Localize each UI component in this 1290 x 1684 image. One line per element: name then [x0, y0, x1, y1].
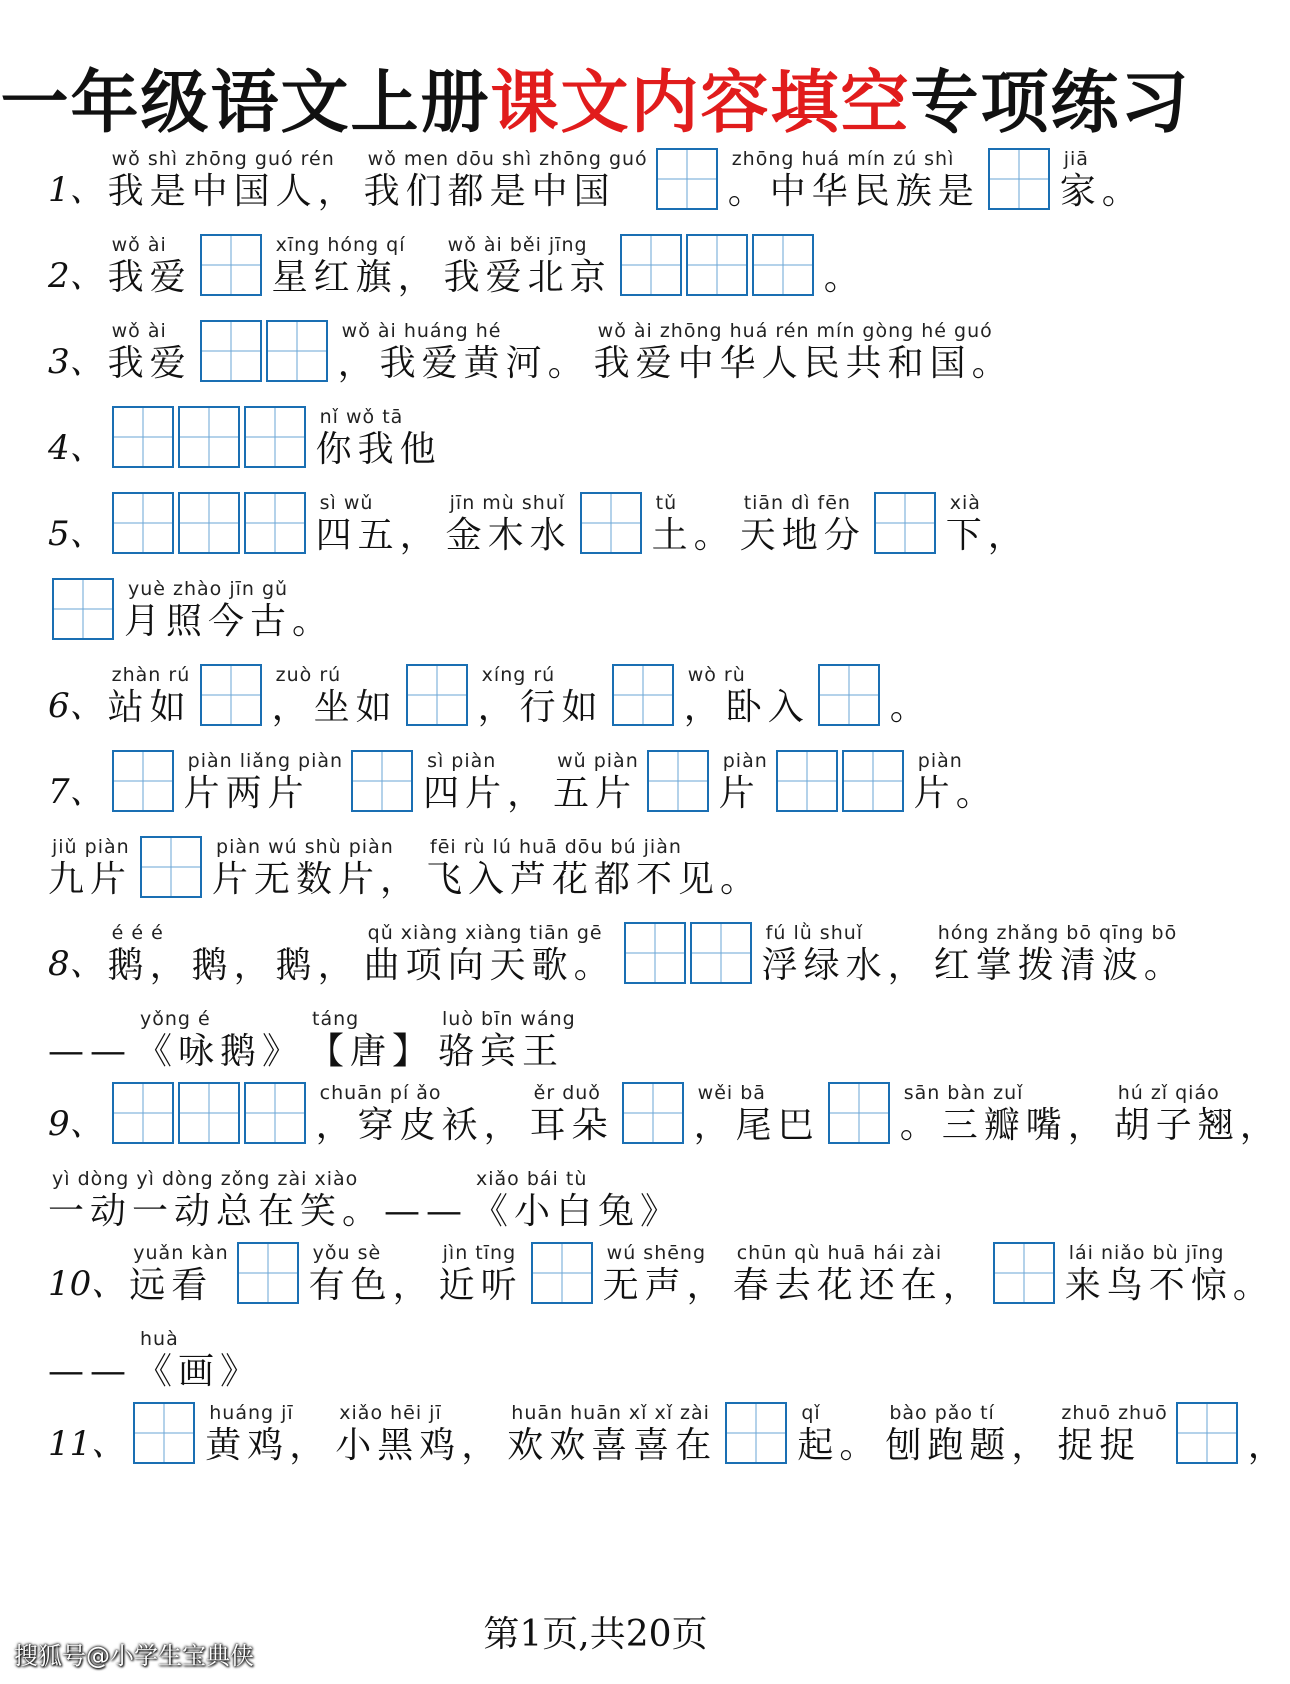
question-number: 2、	[48, 256, 104, 296]
pinyin: jiā	[1063, 148, 1089, 170]
text-segment	[316, 492, 442, 558]
pinyin: xiǎo bái tù	[476, 1168, 588, 1190]
pinyin: tǔ	[655, 492, 678, 514]
blank-boxes	[656, 148, 722, 210]
blank-boxes	[351, 750, 417, 812]
tianzige-blank-box[interactable]	[200, 234, 262, 296]
tianzige-blank-box[interactable]	[725, 1402, 787, 1464]
blank-boxes	[531, 1242, 597, 1304]
tianzige-blank-box[interactable]	[647, 750, 709, 812]
pinyin: yuè zhào jīn gǔ	[128, 578, 289, 600]
text-segment	[1114, 1082, 1282, 1148]
pinyin: huān huān xǐ xǐ zài	[511, 1402, 710, 1424]
text-segment	[205, 1402, 331, 1468]
hanzi-text: 小黑鸡，	[335, 1425, 504, 1466]
text-segment	[446, 492, 572, 558]
text-segment	[272, 664, 398, 730]
question-number: 10、	[48, 1264, 126, 1304]
pinyin: fēi rù lú huā dōu bú jiàn	[430, 836, 682, 858]
text-segment	[108, 148, 360, 214]
hanzi-text: 远看	[129, 1265, 214, 1306]
tianzige-blank-box[interactable]	[828, 1082, 890, 1144]
hanzi-text: ，我爱黄河。	[337, 343, 590, 384]
pinyin: qǐ	[801, 1402, 821, 1424]
tianzige-blank-box[interactable]	[988, 148, 1050, 210]
blank-boxes	[580, 492, 646, 554]
hanzi-text: 《咏鹅》	[136, 1031, 305, 1072]
text-segment	[733, 1242, 985, 1308]
question-number: 4、	[48, 428, 104, 468]
pinyin: é é é	[111, 922, 164, 944]
pinyin: chuān pí ǎo	[319, 1082, 442, 1104]
pinyin: piàn liǎng piàn	[187, 750, 344, 772]
question-number: 5、	[48, 514, 104, 554]
blank-boxes	[237, 1242, 303, 1304]
text-segment	[108, 922, 360, 988]
tianzige-blank-box[interactable]	[237, 1242, 299, 1304]
blank-boxes	[52, 578, 118, 640]
hanzi-text: ，行如	[477, 687, 604, 728]
text-segment	[530, 1082, 614, 1148]
exercise-row	[48, 148, 1161, 214]
hanzi-text: 片无数片，	[212, 859, 423, 900]
hanzi-text: 我是中国人，	[107, 171, 360, 212]
exercise-row	[48, 1008, 1161, 1074]
tianzige-blank-box[interactable]	[112, 406, 174, 468]
blank-boxes	[725, 1402, 791, 1464]
question-number: 7、	[48, 772, 104, 812]
tianzige-blank-box[interactable]	[266, 320, 328, 382]
hanzi-text: 片两片	[183, 773, 310, 814]
pinyin: sì wǔ	[319, 492, 374, 514]
hanzi-text: 天地分	[739, 515, 866, 556]
pinyin: xiǎo hēi jī	[339, 1402, 442, 1424]
text-segment	[728, 148, 980, 214]
pinyin: wú shēng	[606, 1242, 707, 1264]
tianzige-blank-box[interactable]	[622, 1082, 684, 1144]
pinyin: lái niǎo bù jīng	[1068, 1242, 1225, 1264]
text-segment	[1065, 1242, 1275, 1308]
hanzi-text: 近听	[438, 1265, 523, 1306]
text-segment	[444, 234, 612, 300]
hanzi-text: 【唐】	[308, 1031, 435, 1072]
blank-boxes	[1176, 1402, 1242, 1464]
text-segment	[507, 1402, 717, 1468]
text-segment	[594, 320, 1014, 386]
tianzige-blank-box[interactable]	[406, 664, 468, 726]
blank-boxes	[993, 1242, 1059, 1304]
pinyin: zuò rú	[275, 664, 342, 686]
tianzige-blank-box[interactable]	[112, 492, 174, 554]
hanzi-text: 。中华民族是	[727, 171, 980, 212]
tianzige-blank-box[interactable]	[178, 492, 240, 554]
pinyin: huà	[140, 1328, 179, 1350]
pinyin: nǐ wǒ tā	[319, 406, 404, 428]
hanzi-text: 。	[823, 257, 866, 298]
exercise-row	[48, 1328, 1161, 1394]
exercise-row	[48, 406, 1161, 472]
pinyin: yǒu sè	[312, 1242, 382, 1264]
question-number: 11、	[48, 1424, 126, 1464]
pinyin	[890, 664, 894, 686]
pinyin: wǒ shì zhōng guó rén	[111, 148, 335, 170]
pinyin: bào pǎo tí	[889, 1402, 995, 1424]
hanzi-text: 《画》	[136, 1351, 263, 1392]
pinyin: piàn wú shù piàn	[216, 836, 394, 858]
pinyin: wò rù	[687, 664, 746, 686]
hanzi-text: ——	[48, 1351, 132, 1392]
tianzige-blank-box[interactable]	[993, 1242, 1055, 1304]
blank-boxes	[112, 406, 310, 468]
text-segment	[946, 492, 1030, 558]
exercise-row	[48, 492, 1161, 558]
text-segment	[308, 1008, 434, 1074]
pinyin: wǒ ài	[111, 320, 167, 342]
tianzige-blank-box[interactable]	[178, 1082, 240, 1144]
text-segment	[603, 1242, 729, 1308]
text-segment	[335, 1402, 503, 1468]
text-segment	[108, 234, 192, 300]
text-segment	[553, 750, 639, 816]
page-number: 第1页,共20页	[483, 1614, 708, 1655]
text-segment	[48, 1168, 468, 1234]
hanzi-text: 四五，	[315, 515, 442, 556]
text-segment	[934, 922, 1186, 988]
hanzi-text: 。三瓣嘴，	[899, 1105, 1110, 1146]
hanzi-text: 我爱北京	[443, 257, 612, 298]
pinyin	[48, 1328, 52, 1350]
pinyin	[48, 1008, 52, 1030]
hanzi-text: 四片，	[423, 773, 550, 814]
pinyin: hú zǐ qiáo	[1117, 1082, 1220, 1104]
blank-boxes	[406, 664, 472, 726]
pinyin	[1248, 1402, 1252, 1424]
tianzige-blank-box[interactable]	[874, 492, 936, 554]
exercise-row	[48, 1168, 1161, 1234]
hanzi-text: 我爱	[107, 343, 192, 384]
text-segment	[309, 1242, 435, 1308]
text-segment	[136, 1328, 262, 1394]
text-segment	[48, 1328, 132, 1394]
text-segment	[338, 320, 590, 386]
tianzige-blank-box[interactable]	[656, 148, 718, 210]
pinyin: wǒ ài	[111, 234, 167, 256]
question-number: 9、	[48, 1104, 104, 1144]
tianzige-blank-box[interactable]	[752, 234, 814, 296]
tianzige-blank-box[interactable]	[140, 836, 202, 898]
text-segment	[212, 836, 422, 902]
pinyin: fú lǜ shuǐ	[765, 922, 864, 944]
blank-boxes	[112, 492, 310, 554]
hanzi-text: 鹅，鹅，鹅，	[107, 945, 360, 986]
exercise-row	[48, 750, 1161, 816]
blank-boxes	[988, 148, 1054, 210]
hanzi-text: 捉捉	[1057, 1425, 1142, 1466]
text-segment	[694, 1082, 820, 1148]
hanzi-text: 星红旗，	[271, 257, 440, 298]
text-segment	[316, 1082, 526, 1148]
text-segment	[439, 1242, 523, 1308]
text-segment	[890, 664, 932, 730]
pinyin: sì piàn	[427, 750, 497, 772]
hanzi-text: ——	[48, 1031, 132, 1072]
text-segment	[478, 664, 604, 730]
hanzi-text: ，穿皮袄，	[315, 1105, 526, 1146]
text-segment	[136, 1008, 304, 1074]
exercise-row	[48, 234, 1161, 300]
hanzi-text: 胡子翘，	[1113, 1105, 1282, 1146]
blank-boxes	[133, 1402, 199, 1464]
hanzi-text: 我爱中华人民共和国。	[593, 343, 1014, 384]
tianzige-blank-box[interactable]	[200, 320, 262, 382]
text-segment	[272, 234, 440, 300]
text-segment	[316, 406, 442, 472]
exercise-row	[48, 922, 1186, 988]
watermark: 搜狐号@小学生宝典侠	[14, 1642, 254, 1670]
hanzi-text: 片。	[913, 773, 998, 814]
pinyin: yǒng é	[140, 1008, 211, 1030]
pinyin: huáng jī	[209, 1402, 294, 1424]
tianzige-blank-box[interactable]	[244, 492, 306, 554]
text-segment	[1057, 1402, 1167, 1468]
pinyin: qǔ xiàng xiàng tiān gē	[367, 922, 603, 944]
hanzi-text: 片	[718, 773, 761, 814]
text-segment	[124, 578, 334, 644]
hanzi-text: ，卧入	[683, 687, 810, 728]
text-segment	[684, 664, 810, 730]
pinyin: zhuō zhuō	[1061, 1402, 1168, 1424]
text-segment	[900, 1082, 1110, 1148]
hanzi-text: 五片	[553, 773, 638, 814]
hanzi-text: 土。	[651, 515, 736, 556]
pinyin: yuǎn kàn	[133, 1242, 229, 1264]
pinyin: wǒ ài zhōng huá rén mín gòng hé guó	[597, 320, 993, 342]
text-segment	[438, 1008, 576, 1074]
blank-boxes	[874, 492, 940, 554]
hanzi-text: 家。	[1059, 171, 1144, 212]
tianzige-blank-box[interactable]	[178, 406, 240, 468]
blank-boxes	[112, 1082, 310, 1144]
blank-boxes	[200, 320, 332, 382]
tianzige-blank-box[interactable]	[776, 750, 838, 812]
tianzige-blank-box[interactable]	[1176, 1402, 1238, 1464]
exercise-row	[48, 1242, 1275, 1308]
hanzi-text: ，坐如	[271, 687, 398, 728]
hanzi-text: 金木水	[445, 515, 572, 556]
hanzi-text: 无声，	[602, 1265, 729, 1306]
hanzi-text: 我们都是中国	[363, 171, 616, 212]
pinyin: xià	[949, 492, 981, 514]
hanzi-text: 曲项向天歌。	[363, 945, 616, 986]
exercise-row	[48, 664, 1161, 730]
exercise-row	[48, 578, 1161, 644]
hanzi-text: 一动一动总在笑。——	[48, 1191, 469, 1232]
hanzi-text: 《小白兔》	[472, 1191, 683, 1232]
pinyin: jiǔ piàn	[52, 836, 130, 858]
title-part-1: 一年级语文上册	[0, 64, 491, 143]
hanzi-text: 有色，	[308, 1265, 435, 1306]
tianzige-blank-box[interactable]	[351, 750, 413, 812]
pinyin: xíng rú	[481, 664, 556, 686]
question-number: 1、	[48, 170, 104, 210]
pinyin: wǒ ài běi jīng	[447, 234, 588, 256]
blank-boxes	[647, 750, 713, 812]
pinyin: zhōng huá mín zú shì	[731, 148, 955, 170]
text-segment	[797, 1402, 881, 1468]
tianzige-blank-box[interactable]	[112, 750, 174, 812]
hanzi-text: 九片	[48, 859, 133, 900]
text-segment	[364, 148, 648, 214]
title-part-2: 专项练习	[910, 64, 1191, 143]
pinyin: piàn	[917, 750, 963, 772]
text-segment	[426, 836, 762, 902]
tianzige-blank-box[interactable]	[842, 750, 904, 812]
pinyin: xīng hóng qí	[275, 234, 406, 256]
pinyin: tiān dì fēn	[743, 492, 851, 514]
title-highlight: 课文内容填空	[490, 64, 911, 143]
hanzi-text: 起。	[797, 1425, 882, 1466]
pinyin	[824, 234, 828, 256]
text-segment	[885, 1402, 1053, 1468]
tianzige-blank-box[interactable]	[818, 664, 880, 726]
pinyin: zhàn rú	[111, 664, 191, 686]
question-number: 3、	[48, 342, 104, 382]
text-segment	[423, 750, 549, 816]
hanzi-text: 春去花还在，	[732, 1265, 985, 1306]
blank-boxes	[620, 234, 818, 296]
hanzi-text: 骆宾王	[438, 1031, 565, 1072]
exercise-row	[48, 1082, 1282, 1148]
hanzi-text: 黄鸡，	[205, 1425, 332, 1466]
hanzi-text: ，尾巴	[693, 1105, 820, 1146]
hanzi-text: 。	[889, 687, 932, 728]
pinyin: luò bīn wáng	[442, 1008, 576, 1030]
hanzi-text: 站如	[107, 687, 192, 728]
exercise-row	[48, 836, 1161, 902]
exercise-row	[48, 320, 1161, 386]
page-title	[0, 64, 1191, 143]
hanzi-text: 下，	[945, 515, 1030, 556]
text-segment	[914, 750, 998, 816]
text-segment	[1248, 1402, 1290, 1468]
blank-boxes	[140, 836, 206, 898]
blank-boxes	[776, 750, 908, 812]
tianzige-blank-box[interactable]	[52, 578, 114, 640]
pinyin: wěi bā	[697, 1082, 766, 1104]
text-segment	[824, 234, 866, 300]
tianzige-blank-box[interactable]	[690, 922, 752, 984]
question-number: 6、	[48, 686, 104, 726]
hanzi-text: 浮绿水，	[761, 945, 930, 986]
text-segment	[719, 750, 768, 816]
pinyin: piàn	[722, 750, 768, 772]
pinyin: jìn tīng	[442, 1242, 517, 1264]
tianzige-blank-box[interactable]	[112, 1082, 174, 1144]
text-segment	[740, 492, 866, 558]
blank-boxes	[818, 664, 884, 726]
pinyin: jīn mù shuǐ	[449, 492, 566, 514]
exercise-row	[48, 1402, 1290, 1468]
hanzi-text: 飞入芦花都不见。	[426, 859, 763, 900]
pinyin: táng	[312, 1008, 360, 1030]
hanzi-text: 月照今古。	[124, 601, 335, 642]
tianzige-blank-box[interactable]	[244, 1082, 306, 1144]
text-segment	[48, 1008, 132, 1074]
text-segment	[129, 1242, 228, 1308]
blank-boxes	[828, 1082, 894, 1144]
pinyin: yì dòng yì dòng zǒng zài xiào	[52, 1168, 359, 1190]
tianzige-blank-box[interactable]	[624, 922, 686, 984]
pinyin: chūn qù huā hái zài	[736, 1242, 943, 1264]
hanzi-text: 耳朵	[529, 1105, 614, 1146]
tianzige-blank-box[interactable]	[686, 234, 748, 296]
text-segment	[364, 922, 616, 988]
tianzige-blank-box[interactable]	[580, 492, 642, 554]
blank-boxes	[622, 1082, 688, 1144]
hanzi-text: 来鸟不惊。	[1064, 1265, 1275, 1306]
blank-boxes	[612, 664, 678, 726]
tianzige-blank-box[interactable]	[531, 1242, 593, 1304]
blank-boxes	[624, 922, 756, 984]
text-segment	[472, 1168, 682, 1234]
tianzige-blank-box[interactable]	[244, 406, 306, 468]
hanzi-text: 红掌拨清波。	[933, 945, 1186, 986]
tianzige-blank-box[interactable]	[133, 1402, 195, 1464]
text-segment	[48, 836, 132, 902]
text-segment	[184, 750, 343, 816]
question-number: 8、	[48, 944, 104, 984]
text-segment	[762, 922, 930, 988]
text-segment	[108, 664, 192, 730]
pinyin: sān bàn zuǐ	[903, 1082, 1024, 1104]
text-segment	[652, 492, 736, 558]
hanzi-text: ，	[1247, 1425, 1290, 1466]
blank-boxes	[112, 750, 178, 812]
tianzige-blank-box[interactable]	[620, 234, 682, 296]
tianzige-blank-box[interactable]	[612, 664, 674, 726]
blank-boxes	[200, 664, 266, 726]
pinyin: ěr duǒ	[533, 1082, 601, 1104]
pinyin: hóng zhǎng bō qīng bō	[937, 922, 1178, 944]
pinyin: wǒ men dōu shì zhōng guó	[367, 148, 648, 170]
pinyin: wǒ ài huáng hé	[341, 320, 502, 342]
blank-boxes	[200, 234, 266, 296]
text-segment	[1060, 148, 1144, 214]
pinyin: wǔ piàn	[557, 750, 639, 772]
tianzige-blank-box[interactable]	[200, 664, 262, 726]
hanzi-text: 我爱	[107, 257, 192, 298]
hanzi-text: 你我他	[315, 429, 442, 470]
hanzi-text: 刨跑题，	[885, 1425, 1054, 1466]
hanzi-text: 欢欢喜喜在	[507, 1425, 718, 1466]
text-segment	[108, 320, 192, 386]
